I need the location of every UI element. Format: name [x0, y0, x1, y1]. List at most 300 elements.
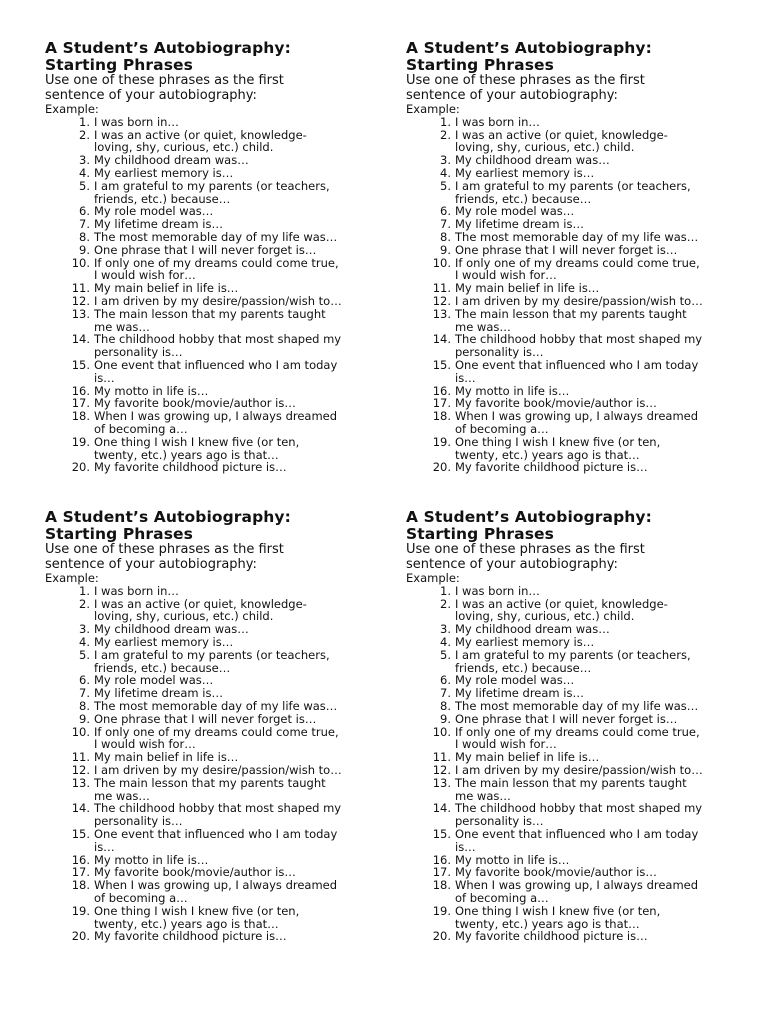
list-item-text-line: loving, shy, curious, etc.) child.: [455, 609, 635, 624]
list-item-text-line: My favorite book/movie/author is…: [94, 865, 296, 880]
list-item-text-line: of becoming a…: [94, 421, 188, 436]
list-item-text-line: I am driven by my desire/passion/wish to…: [455, 762, 703, 777]
list-item-number: 6.: [440, 673, 451, 688]
list-item-text: [455, 180, 725, 206]
list-item: [45, 777, 385, 803]
list-item-text: [455, 359, 725, 385]
phrase-list: [45, 585, 385, 943]
list-item-text-line: I was born in…: [455, 583, 540, 598]
list-item-number: 5.: [79, 178, 90, 193]
list-item: [45, 129, 385, 155]
list-item: [406, 802, 746, 828]
list-item-number: 1.: [440, 583, 451, 598]
list-item-text-line: friends, etc.) because…: [94, 660, 231, 675]
list-item: [45, 713, 385, 726]
list-item-text-line: I would wish for…: [94, 268, 196, 283]
list-item-text-line: is…: [94, 370, 115, 385]
list-item-text-line: One phrase that I will never forget is…: [94, 711, 317, 726]
list-item: [406, 726, 746, 752]
list-item-number: 10.: [432, 724, 451, 739]
list-item-text-line: One event that influenced who I am today: [94, 826, 338, 841]
card-title-line: A Student’s Autobiography:: [45, 508, 291, 526]
list-item-number: 15.: [432, 826, 451, 841]
instructions-line: Use one of these phrases as the first: [406, 542, 645, 557]
instructions-line: sentence of your autobiography:: [45, 87, 257, 103]
list-item-text-line: My role model was…: [455, 204, 575, 219]
list-item-text-line: I would wish for…: [455, 268, 557, 283]
list-item-number: 12.: [71, 293, 90, 308]
list-item: [45, 905, 385, 931]
list-item-text-line: One event that influenced who I am today: [455, 826, 699, 841]
list-item: [406, 180, 746, 206]
list-item-text: [94, 930, 364, 943]
instructions-line: sentence of your autobiography:: [45, 556, 257, 572]
list-item-text: [455, 308, 725, 334]
list-item-text: [94, 333, 364, 359]
list-item-number: 18.: [432, 409, 451, 424]
list-item-text-line: I am grateful to my parents (or teachers,: [94, 647, 330, 662]
list-item-text-line: My motto in life is…: [455, 852, 570, 867]
list-item-text: [455, 905, 725, 931]
list-item-text: [94, 116, 364, 129]
list-item-text-line: My motto in life is…: [455, 383, 570, 398]
list-item: [45, 879, 385, 905]
list-item-text-line: personality is…: [455, 345, 544, 360]
card-title-line: Starting Phrases: [45, 56, 193, 74]
list-item-text-line: I am driven by my desire/passion/wish to…: [455, 293, 703, 308]
list-item-text-line: twenty, etc.) years ago is that…: [94, 447, 279, 462]
list-item-number: 5.: [440, 178, 451, 193]
list-item: [406, 167, 746, 180]
list-item-number: 17.: [71, 396, 90, 411]
list-item-text-line: My role model was…: [94, 673, 214, 688]
list-item-text-line: My childhood dream was…: [94, 153, 249, 168]
list-item-text: [94, 295, 364, 308]
list-item-text-line: My favorite childhood picture is…: [94, 460, 287, 475]
list-item-text-line: of becoming a…: [94, 890, 188, 905]
card-instructions: [406, 543, 746, 572]
list-item-number: 15.: [432, 357, 451, 372]
list-item-text-line: The childhood hobby that most shaped my: [94, 801, 342, 816]
card-instructions: [45, 74, 385, 103]
worksheet-card-bottom-right: [406, 509, 746, 943]
list-item-text-line: I am grateful to my parents (or teachers,: [94, 178, 330, 193]
list-item-text: [455, 436, 725, 462]
list-item-text-line: twenty, etc.) years ago is that…: [455, 916, 640, 931]
list-item-text-line: My main belief in life is…: [94, 750, 239, 765]
list-item-text-line: me was…: [455, 319, 511, 334]
example-label: Example:: [406, 571, 460, 585]
list-item-text: [94, 129, 364, 155]
list-item-number: 14.: [432, 332, 451, 347]
list-item-number: 16.: [71, 852, 90, 867]
list-item-text: [94, 231, 364, 244]
list-item: [45, 257, 385, 283]
list-item-text-line: If only one of my dreams could come true,: [94, 724, 339, 739]
list-item-number: 7.: [440, 686, 451, 701]
list-item-number: 9.: [79, 242, 90, 257]
list-item-text-line: The most memorable day of my life was…: [94, 698, 338, 713]
list-item-text: [455, 585, 725, 598]
list-item-text-line: My favorite childhood picture is…: [94, 929, 287, 944]
list-item-number: 20.: [432, 460, 451, 475]
list-item-text: [94, 905, 364, 931]
list-item-text: [455, 636, 725, 649]
list-item-text-line: The most memorable day of my life was…: [455, 229, 699, 244]
card-title: [406, 509, 746, 543]
list-item-text-line: If only one of my dreams could come true,: [455, 724, 700, 739]
list-item-number: 9.: [79, 711, 90, 726]
list-item: [406, 295, 746, 308]
list-item-text-line: My favorite childhood picture is…: [455, 460, 648, 475]
list-item-text: [94, 802, 364, 828]
list-item-number: 4.: [440, 165, 451, 180]
list-item-text-line: friends, etc.) because…: [455, 191, 592, 206]
list-item-text-line: me was…: [455, 788, 511, 803]
list-item-text-line: One phrase that I will never forget is…: [455, 242, 678, 257]
list-item: [45, 333, 385, 359]
list-item-number: 15.: [71, 826, 90, 841]
list-item-text-line: I would wish for…: [94, 737, 196, 752]
list-item-text-line: When I was growing up, I always dreamed: [455, 409, 699, 424]
list-item-number: 1.: [79, 114, 90, 129]
list-item-number: 11.: [432, 281, 451, 296]
list-item-text-line: is…: [94, 839, 115, 854]
list-item: [406, 333, 746, 359]
list-item-number: 15.: [71, 357, 90, 372]
list-item-number: 6.: [79, 673, 90, 688]
list-item-number: 19.: [432, 903, 451, 918]
list-item-text-line: My lifetime dream is…: [94, 686, 223, 701]
list-item-number: 1.: [440, 114, 451, 129]
list-item-number: 18.: [71, 878, 90, 893]
list-item-text-line: I was an active (or quiet, knowledge-: [94, 596, 307, 611]
list-item: [406, 436, 746, 462]
list-item-number: 7.: [79, 217, 90, 232]
list-item: [45, 598, 385, 624]
list-item: [45, 726, 385, 752]
list-item-text: [94, 700, 364, 713]
list-item-text-line: My role model was…: [94, 204, 214, 219]
list-item-number: 13.: [432, 306, 451, 321]
list-item: [406, 257, 746, 283]
list-item-text-line: One phrase that I will never forget is…: [94, 242, 317, 257]
list-item-text: [455, 726, 725, 752]
instructions-line: sentence of your autobiography:: [406, 556, 618, 572]
list-item-text-line: I am grateful to my parents (or teachers,: [455, 647, 691, 662]
phrase-list: [406, 116, 746, 474]
list-item-text: [94, 257, 364, 283]
list-item-number: 6.: [79, 204, 90, 219]
list-item-text-line: I was an active (or quiet, knowledge-: [455, 596, 668, 611]
example-label: Example:: [45, 102, 99, 116]
list-item: [45, 180, 385, 206]
list-item-text-line: My motto in life is…: [94, 383, 209, 398]
list-item-text: [94, 436, 364, 462]
list-item: [45, 461, 385, 474]
list-item-number: 3.: [440, 153, 451, 168]
list-item-text: [94, 461, 364, 474]
list-item-text-line: My childhood dream was…: [94, 622, 249, 637]
list-item: [406, 585, 746, 598]
list-item-number: 16.: [432, 852, 451, 867]
list-item: [45, 167, 385, 180]
list-item-text-line: of becoming a…: [455, 421, 549, 436]
list-item-text-line: The main lesson that my parents taught: [455, 306, 687, 321]
list-item-number: 6.: [440, 204, 451, 219]
list-item: [406, 244, 746, 257]
list-item-text: [94, 636, 364, 649]
list-item-text-line: I was born in…: [94, 583, 179, 598]
list-item-number: 20.: [432, 929, 451, 944]
list-item-number: 4.: [79, 165, 90, 180]
list-item-text: [455, 410, 725, 436]
list-item: [406, 461, 746, 474]
instructions-line: Use one of these phrases as the first: [406, 73, 645, 88]
list-item-number: 13.: [71, 775, 90, 790]
list-item-text-line: If only one of my dreams could come true,: [94, 255, 339, 270]
list-item-text-line: My favorite book/movie/author is…: [455, 865, 657, 880]
list-item-number: 10.: [432, 255, 451, 270]
list-item-number: 19.: [71, 434, 90, 449]
list-item-text: [455, 295, 725, 308]
list-item-text: [455, 231, 725, 244]
list-item-text-line: The main lesson that my parents taught: [94, 775, 326, 790]
list-item-text-line: One phrase that I will never forget is…: [455, 711, 678, 726]
list-item-number: 8.: [79, 698, 90, 713]
list-item-text-line: My earliest memory is…: [94, 165, 234, 180]
list-item-text: [455, 713, 725, 726]
list-item-number: 9.: [440, 711, 451, 726]
list-item-text-line: If only one of my dreams could come true,: [455, 255, 700, 270]
list-item-text: [94, 598, 364, 624]
list-item-number: 8.: [440, 698, 451, 713]
list-item: [45, 295, 385, 308]
list-item-text-line: My earliest memory is…: [455, 634, 595, 649]
list-item-text-line: My favorite book/movie/author is…: [455, 396, 657, 411]
list-item-text-line: One event that influenced who I am today: [94, 357, 338, 372]
list-item-text: [455, 116, 725, 129]
list-item-number: 14.: [71, 801, 90, 816]
list-item-text-line: twenty, etc.) years ago is that…: [94, 916, 279, 931]
card-title-line: A Student’s Autobiography:: [45, 39, 291, 57]
list-item: [45, 636, 385, 649]
list-item-number: 17.: [432, 396, 451, 411]
list-item-number: 8.: [440, 229, 451, 244]
list-item: [406, 129, 746, 155]
list-item: [45, 585, 385, 598]
list-item: [45, 930, 385, 943]
list-item-text: [455, 333, 725, 359]
list-item-text-line: My lifetime dream is…: [94, 217, 223, 232]
list-item-number: 2.: [440, 127, 451, 142]
list-item-text-line: The childhood hobby that most shaped my: [455, 801, 703, 816]
list-item-text: [94, 167, 364, 180]
list-item: [406, 649, 746, 675]
list-item-text-line: My lifetime dream is…: [455, 217, 584, 232]
list-item-number: 4.: [440, 634, 451, 649]
list-item-text: [455, 879, 725, 905]
list-item: [45, 700, 385, 713]
list-item-text: [455, 649, 725, 675]
list-item-text: [94, 879, 364, 905]
list-item-number: 19.: [432, 434, 451, 449]
list-item: [45, 359, 385, 385]
list-item-number: 20.: [71, 460, 90, 475]
list-item-text-line: personality is…: [94, 345, 183, 360]
list-item-text-line: My childhood dream was…: [455, 622, 610, 637]
list-item-number: 13.: [71, 306, 90, 321]
list-item-text-line: When I was growing up, I always dreamed: [94, 409, 338, 424]
list-item-text: [94, 726, 364, 752]
card-title: [45, 509, 385, 543]
list-item: [45, 436, 385, 462]
list-item-text-line: I was an active (or quiet, knowledge-: [455, 127, 668, 142]
list-item-text: [455, 764, 725, 777]
list-item: [45, 116, 385, 129]
list-item-number: 3.: [79, 153, 90, 168]
list-item-number: 11.: [71, 281, 90, 296]
list-item: [406, 116, 746, 129]
list-item-text-line: The childhood hobby that most shaped my: [455, 332, 703, 347]
list-item-number: 17.: [432, 865, 451, 880]
list-item-number: 2.: [440, 596, 451, 611]
instructions-line: sentence of your autobiography:: [406, 87, 618, 103]
list-item-number: 5.: [79, 647, 90, 662]
list-item-text-line: I was born in…: [94, 114, 179, 129]
list-item-text: [94, 585, 364, 598]
list-item-number: 18.: [71, 409, 90, 424]
list-item-text: [94, 359, 364, 385]
list-item-number: 17.: [71, 865, 90, 880]
list-item-text-line: When I was growing up, I always dreamed: [455, 878, 699, 893]
list-item-text-line: I am grateful to my parents (or teachers,: [455, 178, 691, 193]
list-item: [45, 308, 385, 334]
list-item-number: 18.: [432, 878, 451, 893]
list-item: [45, 764, 385, 777]
list-item-text-line: The main lesson that my parents taught: [455, 775, 687, 790]
list-item-text-line: loving, shy, curious, etc.) child.: [94, 609, 274, 624]
list-item-number: 13.: [432, 775, 451, 790]
list-item-number: 2.: [79, 596, 90, 611]
list-item-number: 12.: [432, 293, 451, 308]
list-item-text: [455, 244, 725, 257]
list-item-text-line: The main lesson that my parents taught: [94, 306, 326, 321]
list-item-number: 3.: [79, 622, 90, 637]
list-item-text-line: One thing I wish I knew five (or ten,: [455, 434, 661, 449]
list-item-text-line: My lifetime dream is…: [455, 686, 584, 701]
list-item-text-line: My earliest memory is…: [94, 634, 234, 649]
list-item-text-line: loving, shy, curious, etc.) child.: [455, 140, 635, 155]
list-item: [45, 828, 385, 854]
list-item-text: [455, 777, 725, 803]
list-item-text-line: My motto in life is…: [94, 852, 209, 867]
list-item-number: 19.: [71, 903, 90, 918]
list-item: [406, 930, 746, 943]
list-item-text-line: When I was growing up, I always dreamed: [94, 878, 338, 893]
list-item-text-line: My main belief in life is…: [455, 750, 600, 765]
list-item-text: [94, 308, 364, 334]
list-item: [45, 649, 385, 675]
list-item-text-line: me was…: [94, 788, 150, 803]
list-item-text-line: personality is…: [94, 814, 183, 829]
worksheet-card-top-left: [45, 40, 385, 474]
list-item: [45, 410, 385, 436]
instructions-line: Use one of these phrases as the first: [45, 542, 284, 557]
list-item-text: [94, 410, 364, 436]
list-item-text: [94, 713, 364, 726]
list-item-number: 20.: [71, 929, 90, 944]
list-item-text: [455, 930, 725, 943]
list-item: [406, 700, 746, 713]
list-item-number: 12.: [71, 762, 90, 777]
list-item-number: 2.: [79, 127, 90, 142]
list-item-text: [94, 828, 364, 854]
list-item-text-line: twenty, etc.) years ago is that…: [455, 447, 640, 462]
card-title: [406, 40, 746, 74]
list-item: [45, 802, 385, 828]
list-item-text-line: me was…: [94, 319, 150, 334]
card-instructions: [406, 74, 746, 103]
list-item: [406, 359, 746, 385]
list-item-text: [94, 180, 364, 206]
card-instructions: [45, 543, 385, 572]
list-item: [406, 231, 746, 244]
list-item-text: [455, 828, 725, 854]
list-item: [406, 828, 746, 854]
list-item: [406, 879, 746, 905]
list-item: [406, 308, 746, 334]
list-item: [406, 777, 746, 803]
list-item-text-line: My main belief in life is…: [94, 281, 239, 296]
card-title: [45, 40, 385, 74]
list-item-text-line: I am driven by my desire/passion/wish to…: [94, 762, 342, 777]
list-item-text-line: is…: [455, 839, 476, 854]
list-item: [406, 410, 746, 436]
list-item-number: 7.: [79, 686, 90, 701]
list-item-text: [455, 598, 725, 624]
list-item-text-line: personality is…: [455, 814, 544, 829]
list-item-text-line: The most memorable day of my life was…: [94, 229, 338, 244]
list-item-number: 14.: [71, 332, 90, 347]
list-item-number: 10.: [71, 724, 90, 739]
list-item: [406, 905, 746, 931]
list-item-text: [455, 129, 725, 155]
list-item-text-line: My childhood dream was…: [455, 153, 610, 168]
list-item-number: 14.: [432, 801, 451, 816]
list-item: [406, 598, 746, 624]
example-label: Example:: [406, 102, 460, 116]
list-item-number: 10.: [71, 255, 90, 270]
list-item-text-line: One thing I wish I knew five (or ten,: [455, 903, 661, 918]
list-item-number: 12.: [432, 762, 451, 777]
worksheet-card-top-right: [406, 40, 746, 474]
list-item-text: [94, 244, 364, 257]
list-item-number: 3.: [440, 622, 451, 637]
list-item-number: 11.: [71, 750, 90, 765]
list-item-text-line: My main belief in life is…: [455, 281, 600, 296]
list-item-number: 11.: [432, 750, 451, 765]
list-item: [406, 636, 746, 649]
card-title-line: Starting Phrases: [406, 525, 554, 543]
list-item-text-line: of becoming a…: [455, 890, 549, 905]
instructions-line: Use one of these phrases as the first: [45, 73, 284, 88]
list-item: [406, 764, 746, 777]
list-item-number: 9.: [440, 242, 451, 257]
worksheet-card-bottom-left: [45, 509, 385, 943]
list-item-text: [455, 802, 725, 828]
list-item-text: [94, 764, 364, 777]
